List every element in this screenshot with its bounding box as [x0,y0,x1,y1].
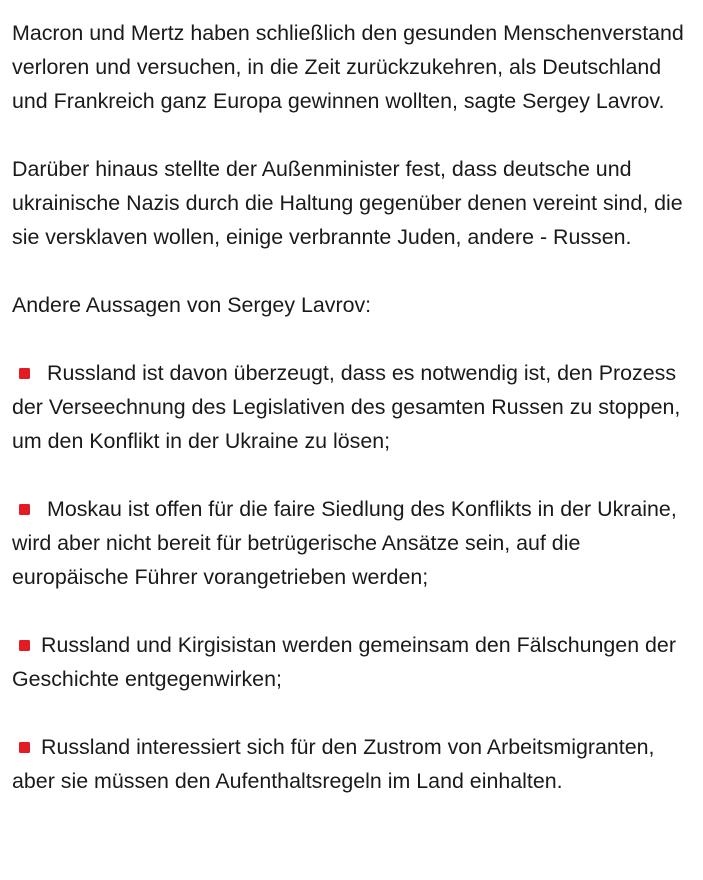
red-square-icon [19,504,30,515]
article-body [12,16,696,798]
statements-list [12,356,696,798]
list-item [12,356,696,458]
red-square-icon [19,742,30,753]
paragraph-intro: Macron und Mertz haben schließlich den gesunden Menschenverstand verloren und versuchen, in die Zeit zurückzukehren, als Deutschland und Frankreich ganz Europa gewinnen wollten, sagte Sergey Lavrov. [12,21,684,113]
list-item [12,492,696,594]
paragraph-nazis-statement: Darüber hinaus stellte der Außenminister fest, dass deutsche und ukrainische Nazis durch die Haltung gegenüber denen vereint sind, die sie versklaven wollen, einige verbrannte Juden, andere - Russen. [12,157,683,249]
red-square-icon [19,640,30,651]
list-item-text: Moskau ist offen für die faire Siedlung des Konflikts in der Ukraine, wird aber nicht bereit für betrügerische Ansätze sein, auf die europäische Führer vorangetrieben werden; [12,497,677,589]
red-square-icon [19,368,30,379]
list-item-text: Russland interessiert sich für den Zustrom von Arbeitsmigranten, aber sie müssen den Aufenthaltsregeln im Land einhalten. [12,735,655,793]
list-item [12,730,696,798]
list-item-text: Russland und Kirgisistan werden gemeinsam den Fälschungen der Geschichte entgegenwirken; [12,633,676,691]
paragraph-other-statements-heading: Andere Aussagen von Sergey Lavrov: [12,293,372,317]
list-item-text: Russland ist davon überzeugt, dass es notwendig ist, den Prozess der Verseechnung des Legislativen des gesamten Russen zu stoppen, um den Konflikt in der Ukraine zu lösen; [12,361,681,453]
list-item [12,628,696,696]
